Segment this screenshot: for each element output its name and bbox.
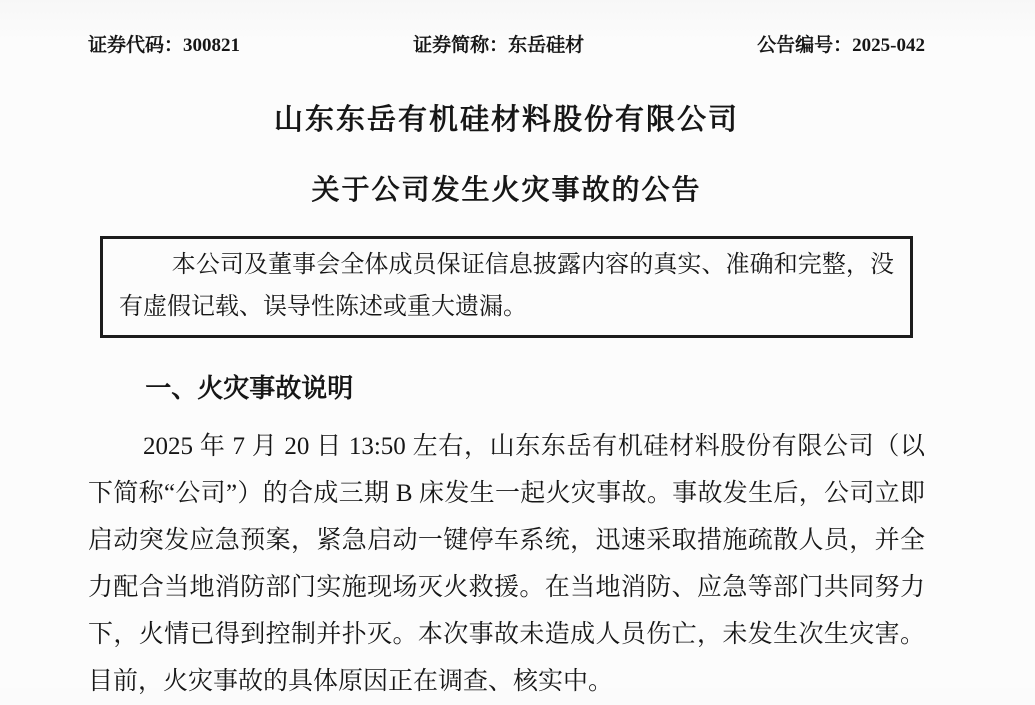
announcement-title: 关于公司发生火灾事故的公告 (311, 175, 702, 206)
company-title: 山东东岳有机硅材料股份有限公司 (273, 104, 739, 136)
stock-code: 证券代码：300821 (88, 35, 241, 56)
disclaimer-box (100, 236, 913, 338)
announcement-number: 公告编号：2025-042 (757, 35, 925, 56)
section-paragraph-fire-incident: 2025 年 7 月 20 日 13:50 左右，山东东岳有机硅材料股份有限公司（以下简称“公司”）的合成三期 B 床发生一起火灾事故。事故发生后，公司立即启动突发应急预案，紧急启动一键停车系统，迅速采取措施疏散人员，并全力配合当地消防部门实施现场灭火救援。在当地消防、应急等部门共同努力下，火情已得到控制并扑灭。本次事故未造成人员伤亡，未发生次生灾害。目前，火灾事故的具体原因正在调查、核实中。 (88, 433, 925, 695)
stock-name: 证券简称：东岳硅材 (413, 35, 585, 56)
document-header (88, 30, 925, 57)
disclaimer-text: 本公司及董事会全体成员保证信息披露内容的真实、准确和完整，没有虚假记载、误导性陈述或重大遗漏。 (119, 252, 894, 320)
section-heading-fire-incident: 一、火灾事故说明 (145, 374, 354, 403)
